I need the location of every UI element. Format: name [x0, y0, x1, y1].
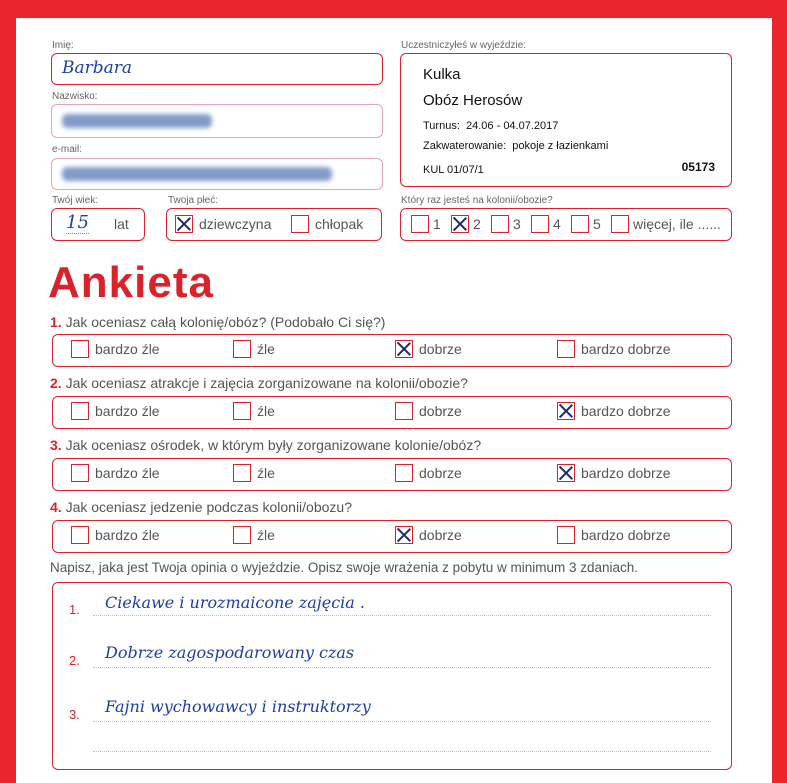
- opinion-prompt: Napisz, jaka jest Twoja opinia o wyjeździe. Opisz swoje wrażenia z pobytu w minimum 3 zdaniach.: [50, 560, 639, 575]
- question-3-number: 3.: [50, 437, 62, 453]
- question-1-text: Jak oceniasz całą kolonię/obóz? (Podobało Ci się?): [65, 314, 386, 330]
- q3-option-label: dobrze: [419, 465, 462, 481]
- times-label: Który raz jesteś na kolonii/obozie?: [401, 195, 553, 206]
- name-label: Imię:: [52, 40, 74, 51]
- gender-label: Twoja płeć:: [168, 195, 219, 206]
- opinion-line-1-number: 1.: [69, 602, 80, 617]
- q3-option-bardzo-dobrze-checkbox[interactable]: [557, 464, 575, 482]
- opinion-line-3-text: Fajni wychowawcy i instruktorzy: [105, 697, 371, 716]
- name-value: Barbara: [62, 58, 133, 78]
- times-1-checkbox[interactable]: [411, 215, 429, 233]
- question-2-text: Jak oceniasz atrakcje i zajęcia zorganizowane na kolonii/obozie?: [65, 375, 468, 391]
- opinion-line-1-rule: [93, 615, 711, 616]
- times-more-checkbox[interactable]: [611, 215, 629, 233]
- q4-option-label: dobrze: [419, 527, 462, 543]
- surname-field[interactable]: [51, 104, 383, 138]
- q4-option-bardzo-zle-checkbox[interactable]: [71, 526, 89, 544]
- q2-option-label: bardzo źle: [95, 403, 160, 419]
- opinion-line-2-text: Dobrze zagospodarowany czas: [105, 643, 355, 662]
- surname-redacted: [62, 114, 212, 128]
- times-3-checkbox[interactable]: [491, 215, 509, 233]
- q3-option-dobrze-checkbox[interactable]: [395, 464, 413, 482]
- opinion-line-2-rule: [93, 667, 711, 668]
- q1-option-zle-checkbox[interactable]: [233, 340, 251, 358]
- name-field[interactable]: [51, 53, 383, 85]
- opinion-line-3-number: 3.: [69, 707, 80, 722]
- times-1-label: 1: [433, 216, 441, 232]
- age-label: Twój wiek:: [52, 195, 99, 206]
- times-4-checkbox[interactable]: [531, 215, 549, 233]
- q4-option-label: bardzo źle: [95, 527, 160, 543]
- q1-option-bardzo-dobrze-checkbox[interactable]: [557, 340, 575, 358]
- question-4-number: 4.: [50, 499, 62, 515]
- opinion-line-1-text: Ciekawe i urozmaicone zajęcia .: [105, 593, 365, 612]
- turnus-value: 24.06 - 04.07.2017: [466, 120, 559, 132]
- q2-option-label: bardzo dobrze: [581, 403, 671, 419]
- question-3: [50, 437, 481, 453]
- q1-option-bardzo-zle-checkbox[interactable]: [71, 340, 89, 358]
- q3-option-label: bardzo dobrze: [581, 465, 671, 481]
- camp-info-box: [400, 53, 732, 187]
- age-value: 15: [66, 212, 89, 233]
- accommodation-label: Zakwaterowanie:: [423, 140, 507, 152]
- question-3-text: Jak oceniasz ośrodek, w którym były zorganizowane kolonie/obóz?: [65, 437, 482, 453]
- camp-organizer: Kulka: [423, 66, 461, 83]
- camp-label: Uczestniczyłeś w wyjeździe:: [401, 40, 527, 51]
- question-4-answers: [52, 520, 732, 553]
- question-1: [50, 314, 385, 330]
- q3-option-label: źle: [257, 465, 275, 481]
- times-5-label: 5: [593, 216, 601, 232]
- q3-option-label: bardzo źle: [95, 465, 160, 481]
- question-1-number: 1.: [50, 314, 62, 330]
- turnus-label: Turnus:: [423, 120, 460, 132]
- times-2-checkbox[interactable]: [451, 215, 469, 233]
- email-label: e-mail:: [52, 144, 83, 155]
- age-unit: lat: [114, 216, 129, 232]
- surname-label: Nazwisko:: [52, 91, 98, 102]
- survey-sheet: [16, 18, 772, 783]
- q3-option-bardzo-zle-checkbox[interactable]: [71, 464, 89, 482]
- q2-option-label: źle: [257, 403, 275, 419]
- times-3-label: 3: [513, 216, 521, 232]
- question-1-answers: [52, 334, 732, 367]
- q2-option-label: dobrze: [419, 403, 462, 419]
- q1-option-label: bardzo dobrze: [581, 341, 671, 357]
- question-2: [50, 375, 468, 391]
- q4-option-label: bardzo dobrze: [581, 527, 671, 543]
- opinion-line-4-rule: [93, 751, 711, 752]
- camp-turnus: [423, 120, 558, 132]
- gender-male-checkbox[interactable]: [291, 215, 309, 233]
- email-redacted: [62, 167, 332, 181]
- q2-option-bardzo-zle-checkbox[interactable]: [71, 402, 89, 420]
- camp-accommodation: [423, 140, 608, 152]
- q1-option-dobrze-checkbox[interactable]: [395, 340, 413, 358]
- opinion-line-2-number: 2.: [69, 653, 80, 668]
- times-field: [400, 208, 732, 241]
- question-3-answers: [52, 458, 732, 491]
- opinion-box[interactable]: [52, 582, 732, 770]
- times-2-label: 2: [473, 216, 481, 232]
- gender-field: [166, 208, 382, 241]
- q1-option-label: źle: [257, 341, 275, 357]
- question-4: [50, 499, 352, 515]
- email-field[interactable]: [51, 158, 383, 190]
- times-5-checkbox[interactable]: [571, 215, 589, 233]
- camp-number: 05173: [681, 160, 715, 174]
- gender-male-label: chłopak: [315, 216, 364, 232]
- opinion-line-3-rule: [93, 721, 711, 722]
- q2-option-dobrze-checkbox[interactable]: [395, 402, 413, 420]
- gender-female-label: dziewczyna: [199, 216, 272, 232]
- times-more-label: więcej, ile ......: [633, 216, 721, 232]
- camp-code: KUL 01/07/1: [423, 164, 484, 176]
- survey-title: Ankieta: [48, 258, 214, 307]
- question-2-number: 2.: [50, 375, 62, 391]
- camp-name: Obóz Herosów: [423, 92, 523, 109]
- question-4-text: Jak oceniasz jedzenie podczas kolonii/obozu?: [65, 499, 352, 515]
- q4-option-dobrze-checkbox[interactable]: [395, 526, 413, 544]
- age-field[interactable]: [51, 208, 145, 241]
- question-2-answers: [52, 396, 732, 429]
- q1-option-label: bardzo źle: [95, 341, 160, 357]
- q4-option-bardzo-dobrze-checkbox[interactable]: [557, 526, 575, 544]
- q3-option-zle-checkbox[interactable]: [233, 464, 251, 482]
- q2-option-bardzo-dobrze-checkbox[interactable]: [557, 402, 575, 420]
- gender-female-checkbox[interactable]: [175, 215, 193, 233]
- q4-option-zle-checkbox[interactable]: [233, 526, 251, 544]
- q1-option-label: dobrze: [419, 341, 462, 357]
- times-4-label: 4: [553, 216, 561, 232]
- accommodation-value: pokoje z łazienkami: [512, 140, 609, 152]
- q2-option-zle-checkbox[interactable]: [233, 402, 251, 420]
- q4-option-label: źle: [257, 527, 275, 543]
